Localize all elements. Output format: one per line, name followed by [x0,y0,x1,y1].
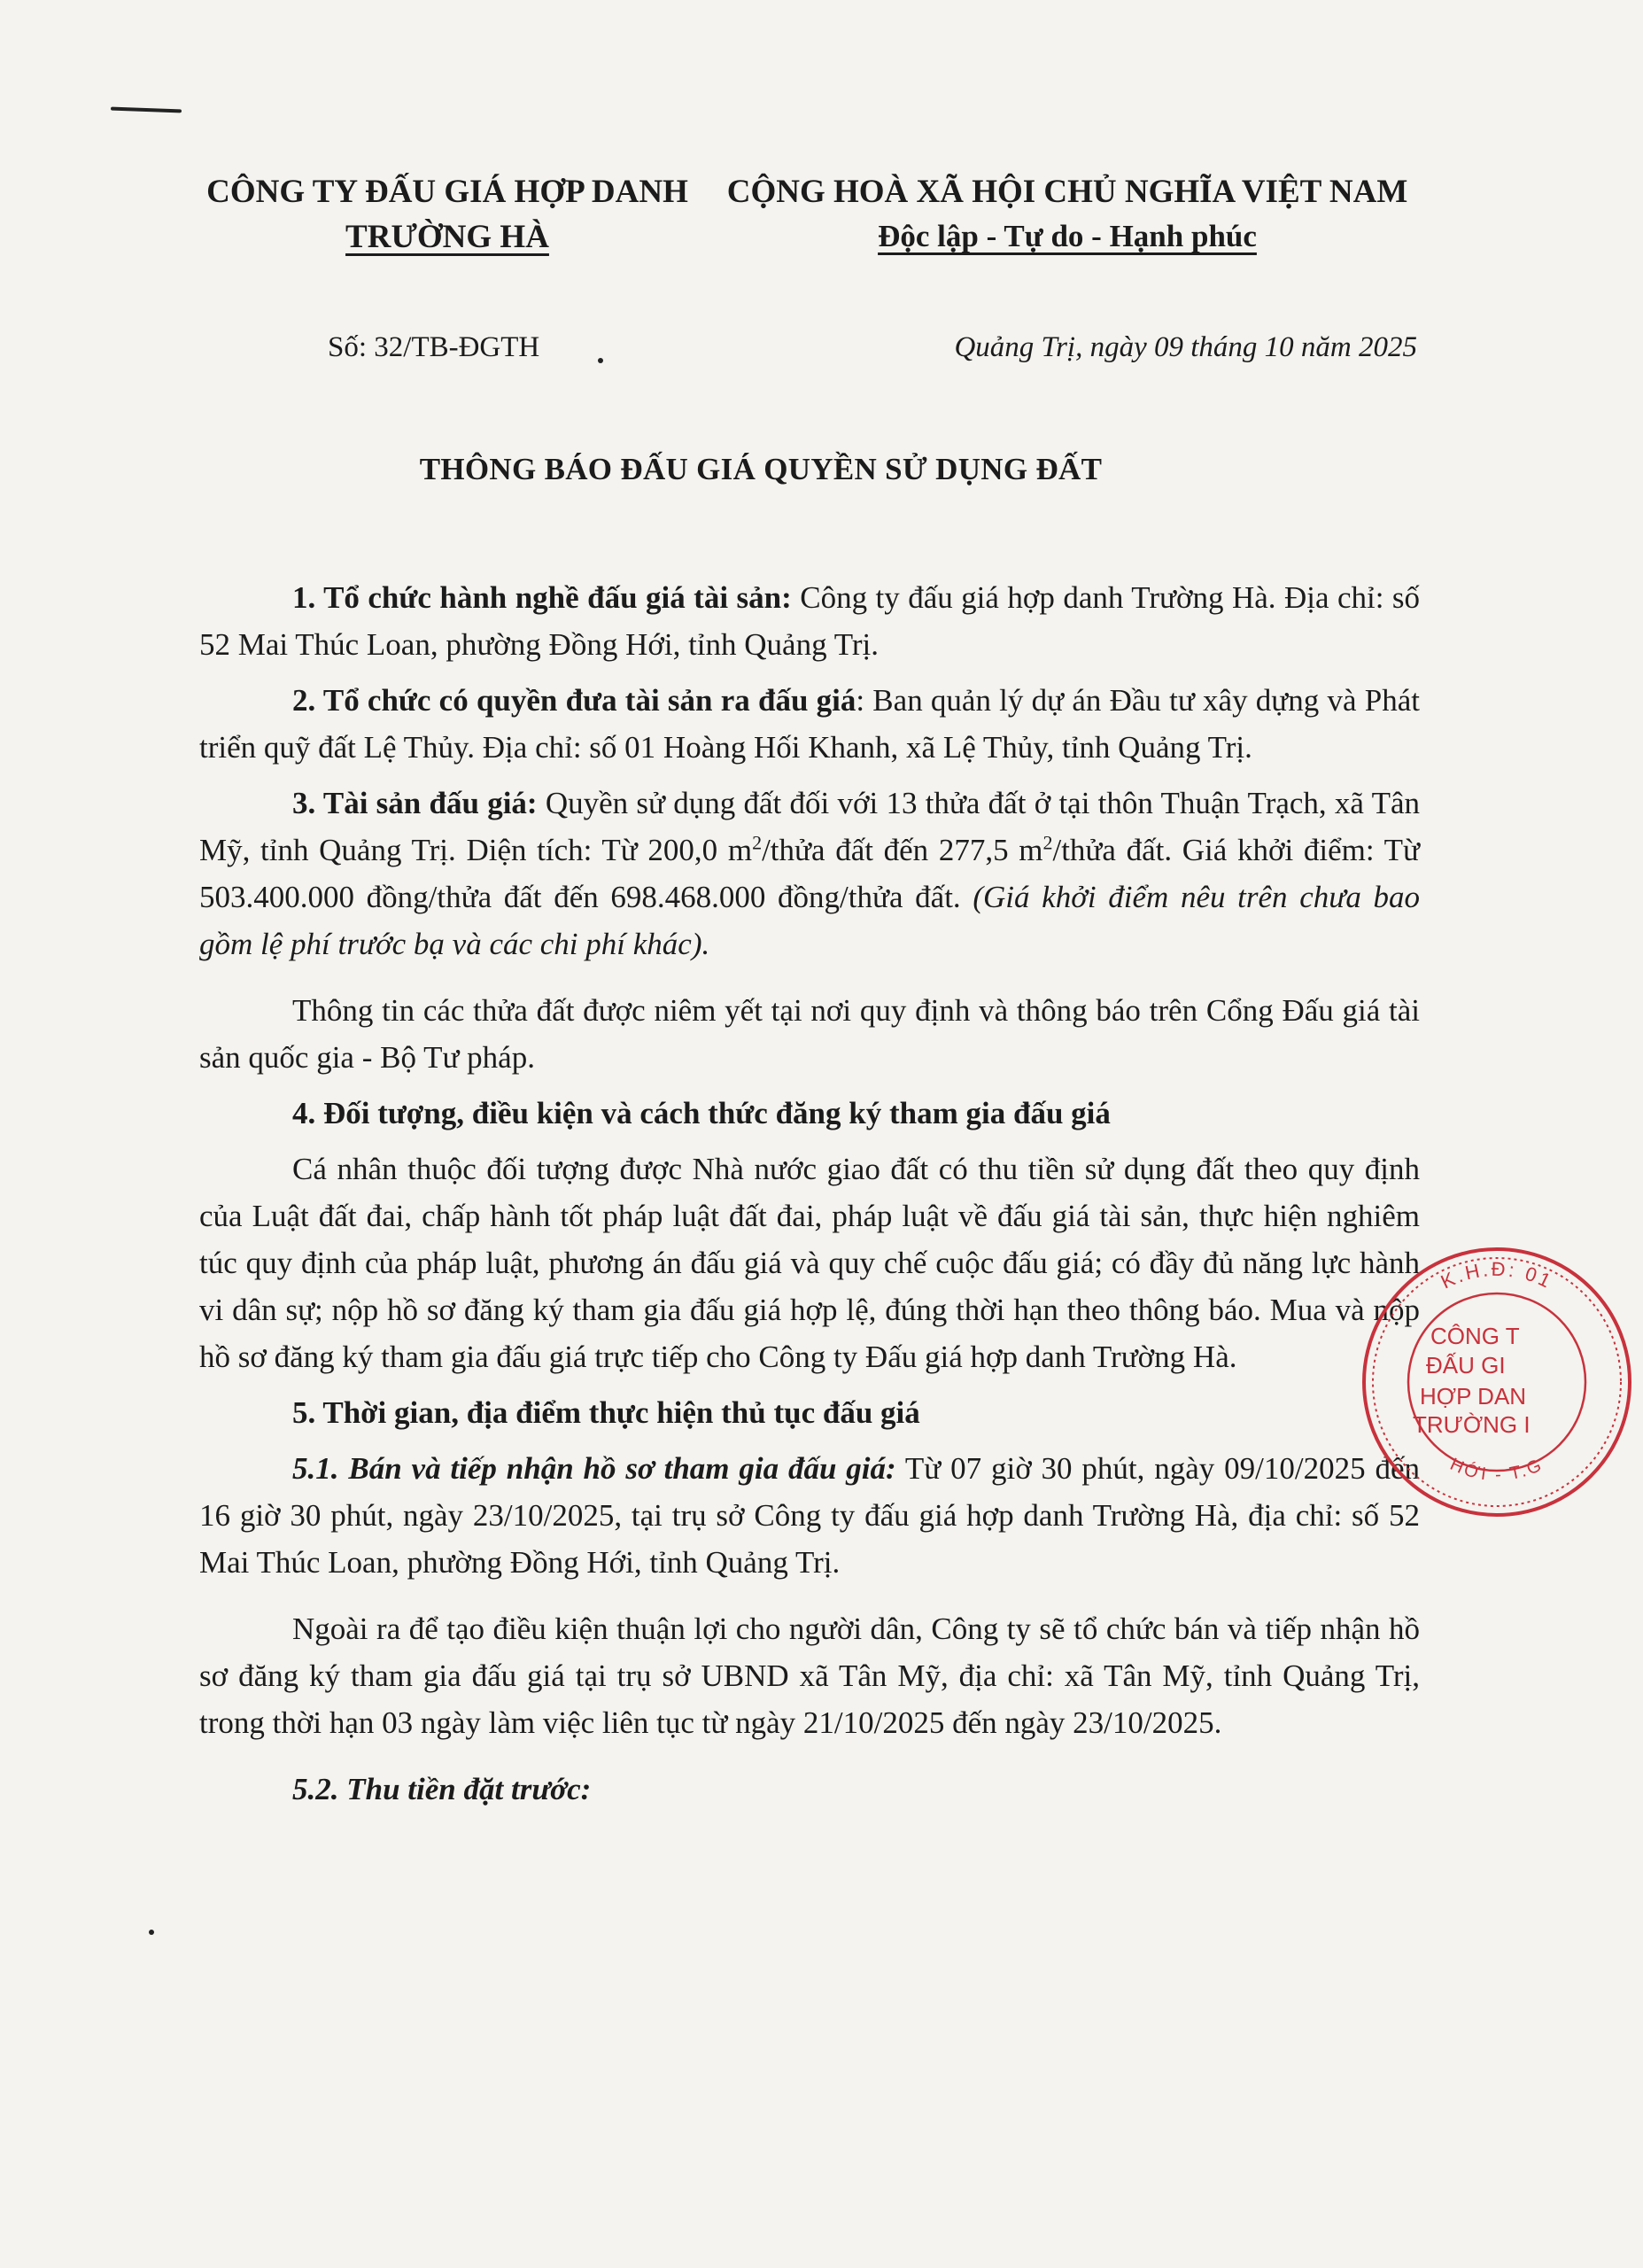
superscript-2: 2 [1042,831,1053,854]
national-title: CỘNG HOÀ XÃ HỘI CHỦ NGHĨA VIỆT NAM [726,174,1408,210]
section-4-heading-paragraph [199,1090,1420,1137]
company-name-line2: TRƯỜNG HÀ [345,219,549,255]
section-5-1-heading: 5.1. Bán và tiếp nhận hồ sơ tham gia đấu giá: [292,1451,896,1486]
section-3-text-a: Quyền sử dụng đất đối với 13 thửa đất ở tại thôn Thuận Trạch, xã Tân Mỹ, tỉnh Quảng Trị. Diện tích: Từ 200,0 m [199,786,1420,867]
section-5-2-heading: 5.2. Thu tiền đặt trước: [292,1772,592,1806]
stamp-ring-bottom: HỚI - T.G [1446,1454,1547,1486]
section-5-1 [199,1445,1420,1586]
section-3-text-c: /thửa đất. Giá khởi điểm: Từ 503.400.000 đồng/thửa đất đến 698.468.000 đồng/thửa đất. [199,833,1420,914]
section-1 [199,574,1420,668]
section-5-heading: 5. Thời gian, địa điểm thực hiện thủ tục đấu giá [292,1395,920,1430]
section-3-note: (Giá khởi điểm nêu trên chưa bao gồm lệ phí trước bạ và các chi phí khác). [199,880,1420,961]
pen-mark [111,107,182,113]
stamp-line-3: HỢP DAN [1420,1383,1527,1410]
svg-text:HỚI - T.G [1447,1455,1546,1485]
company-name-line1: CÔNG TY ĐẤU GIÁ HỢP DANH [206,174,688,210]
section-4-heading: 4. Đối tượng, điều kiện và cách thức đăng ký tham gia đấu giá [292,1096,1111,1130]
stamp-line-4: TRƯỜNG I [1413,1411,1531,1438]
section-5-1-text: Từ 07 giờ 30 phút, ngày 09/10/2025 đến 16 giờ 30 phút, ngày 23/10/2025, tại trụ sở Công ty đấu giá hợp danh Trường Hà, địa chỉ: số 52 Mai Thúc Loan, phường Đồng Hới, tỉnh Quảng Trị. [199,1451,1420,1580]
section-5-extra: Ngoài ra để tạo điều kiện thuận lợi cho người dân, Công ty sẽ tổ chức bán và tiếp nhận hồ sơ đăng ký tham gia đấu giá tại trụ sở UBND xã Tân Mỹ, địa chỉ: xã Tân Mỹ, tỉnh Quảng Trị, trong thời hạn 03 ngày làm việc liên tục từ ngày 21/10/2025 đến ngày 23/10/2025. [199,1612,1420,1740]
section-5-heading-paragraph [199,1389,1420,1436]
ink-dot [149,1930,154,1935]
national-motto: Độc lập - Tự do - Hạnh phúc [878,219,1257,253]
date-line: Quảng Trị, ngày 09 tháng 10 năm 2025 [954,331,1417,363]
section-3-text-b: /thửa đất đến 277,5 m [762,833,1043,867]
section-5-2-paragraph [199,1766,1420,1813]
stamp-line-2: ĐẤU GI [1426,1352,1506,1379]
section-3-heading: 3. Tài sản đấu giá: [292,786,538,820]
ink-dot [598,358,603,363]
section-2-text: : Ban quản lý dự án Đầu tư xây dựng và Phát triển quỹ đất Lệ Thủy. Địa chỉ: số 01 Hoàng Hối Khanh, xã Lệ Thủy, tỉnh Quảng Trị. [199,683,1420,765]
section-1-text: Công ty đấu giá hợp danh Trường Hà. Địa chỉ: số 52 Mai Thúc Loan, phường Đồng Hới, tỉnh Quảng Trị. [199,580,1420,662]
stamp-ring-top: K.H.Đ: 01 [1437,1257,1557,1293]
svg-text:K.H.Đ: 01 [1438,1258,1557,1293]
superscript-2: 2 [752,831,763,854]
company-header [195,175,700,253]
document-title: THÔNG BÁO ĐẤU GIÁ QUYỀN SỬ DỤNG ĐẤT [419,452,1103,486]
national-header [717,175,1417,252]
section-2 [199,677,1420,771]
company-seal-stamp [1351,1236,1643,1528]
document-number: Số: 32/TB-ĐGTH [328,331,540,363]
document-body [199,574,1420,1821]
section-2-heading: 2. Tổ chức có quyền đưa tài sản ra đấu giá [292,683,856,718]
stamp-line-1: CÔNG T [1430,1323,1520,1349]
section-1-heading: 1. Tổ chức hành nghề đấu giá tài sản: [292,580,792,615]
section-4-text: Cá nhân thuộc đối tượng được Nhà nước giao đất có thu tiền sử dụng đất theo quy định của Luật đất đai, chấp hành tốt pháp luật đất đai, pháp luật về đấu giá tài sản, thực hiện nghiêm túc quy định của pháp luật, phương án đấu giá và quy chế cuộc đấu giá; có đầy đủ năng lực hành vi dân sự; nộp hồ sơ đăng ký tham gia đấu giá hợp lệ, đúng thời hạn theo thông báo. Mua và nộp hồ sơ đăng ký tham gia đấu giá trực tiếp cho Công ty Đấu giá hợp danh Trường Hà. [199,1152,1420,1374]
info-paragraph: Thông tin các thửa đất được niêm yết tại nơi quy định và thông báo trên Cổng Đấu giá tài sản quốc gia - Bộ Tư pháp. [199,993,1420,1075]
section-3 [199,780,1420,967]
